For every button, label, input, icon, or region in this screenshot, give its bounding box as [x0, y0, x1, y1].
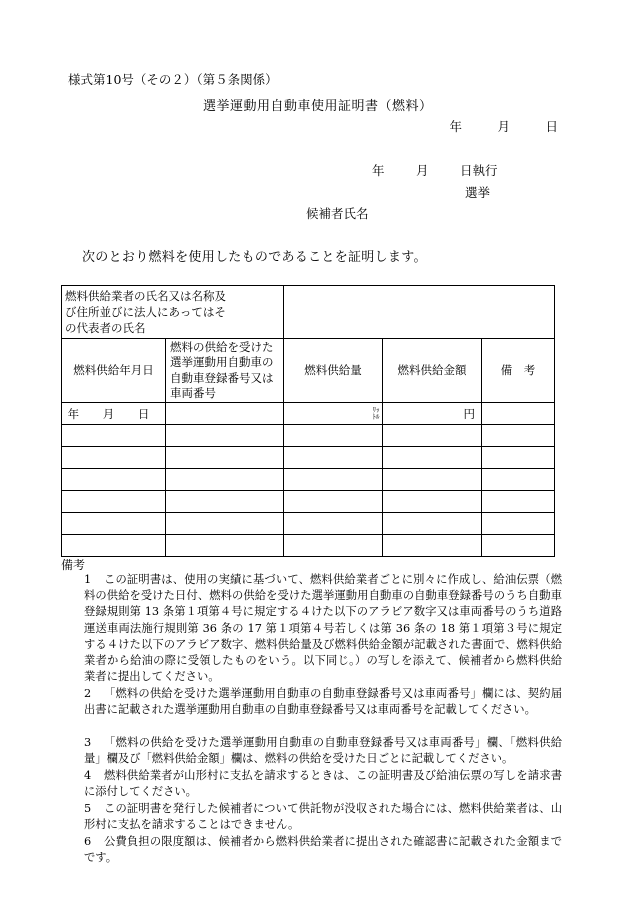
header-vehicle-number: 燃料の供給を受けた選挙運動用自動車の自動車登録番号又は車両番号 — [166, 339, 284, 403]
note-2 — [84, 686, 562, 718]
header-remarks: 備 考 — [482, 339, 555, 403]
table-row — [62, 447, 555, 469]
note-number: 5 — [84, 802, 92, 815]
note-number: 1 — [84, 573, 92, 586]
amount-cell[interactable] — [284, 469, 383, 491]
remarks-cell[interactable] — [482, 535, 555, 557]
exec-month-label: 月 — [415, 163, 429, 178]
date-cell[interactable] — [62, 491, 166, 513]
price-cell[interactable] — [383, 425, 482, 447]
note-number: 3 — [84, 736, 92, 749]
header-row — [62, 339, 555, 403]
remarks-cell[interactable] — [482, 425, 555, 447]
election-label: 選挙 — [465, 185, 491, 200]
table-row — [62, 535, 555, 557]
amount-cell[interactable] — [284, 535, 383, 557]
remarks-title: 備考 — [61, 558, 86, 572]
remarks-cell[interactable] — [482, 491, 555, 513]
remarks-cell[interactable] — [482, 403, 555, 425]
note-text: この証明書は、使用の実績に基づいて、燃料供給業者ごとに別々に作成し、給油伝票（燃料の供給を受けた日付、燃料の供給を受けた選挙運動用自動車の自動車登録番号のうち自動車登録規則第 13 条第１項第４号に規定する４けた以下のアラビア数字又は車両番号のうち道路運送車両法施行規則第 36 条の 17 第１項第４号若しくは第 36 条の 18 第１項第３号に規定する４けた以下のアラビア数字、燃料供給量及び燃料供給金額が記載された書面で、燃料供給業者から給油の際に受領したものをいう。以下同じ。）の写しを添えて、候補者から燃料供給業者に提出してください。 — [84, 573, 562, 684]
yen-unit: 円 — [463, 406, 475, 421]
table-row — [62, 491, 555, 513]
vehicle-cell[interactable] — [166, 425, 284, 447]
vehicle-cell[interactable] — [166, 447, 284, 469]
liter-unit: ﾘｯﾄﾙ — [372, 405, 380, 421]
vehicle-cell[interactable] — [166, 491, 284, 513]
candidate-name-label: 候補者氏名 — [306, 206, 369, 221]
vehicle-cell[interactable] — [166, 403, 284, 425]
price-cell[interactable] — [383, 403, 482, 425]
execution-date — [372, 161, 497, 179]
note-1 — [84, 572, 562, 685]
note-text: この証明書を発行した候補者について供託物が没収された場合には、燃料供給業者は、山形村に支払を請求することはできません。 — [84, 802, 562, 832]
price-cell[interactable] — [383, 491, 482, 513]
header-fuel-amount: 燃料供給量 — [284, 339, 383, 403]
table-row — [62, 425, 555, 447]
note-3 — [84, 735, 562, 767]
note-number: 4 — [84, 769, 92, 782]
form-number: 様式第10号（その２）（第５条関係） — [68, 72, 278, 87]
date-cell[interactable]: 年 月 日 — [62, 403, 166, 425]
note-6 — [84, 834, 562, 866]
note-number: 2 — [84, 687, 92, 700]
issue-day-label: 日 — [545, 119, 558, 134]
vehicle-cell[interactable] — [166, 535, 284, 557]
issue-month-label: 月 — [497, 119, 511, 134]
issue-date — [420, 117, 558, 135]
supplier-field[interactable] — [284, 286, 555, 339]
supplier-row — [62, 286, 555, 339]
amount-cell[interactable] — [284, 403, 383, 425]
note-number: 6 — [84, 835, 92, 848]
note-text: 公費負担の限度額は、候補者から燃料供給業者に提出された確認書に記載された金額までです。 — [84, 835, 562, 865]
note-text: 「燃料の供給を受けた選挙運動用自動車の自動車登録番号又は車両番号」欄には、契約届出書に記載された選挙運動用自動車の自動車登録番号又は車両番号を記載してください。 — [84, 687, 562, 717]
supplier-label: 燃料供給業者の氏名又は名称及び住所並びに法人にあってはその代表者の氏名 — [62, 286, 284, 339]
empty-rows — [62, 425, 555, 557]
note-text: 燃料供給業者が山形村に支払を請求するときは、この証明書及び給油伝票の写しを請求書に添付してください。 — [84, 769, 562, 799]
amount-cell[interactable] — [284, 491, 383, 513]
fuel-usage-table — [61, 285, 555, 557]
certification-statement: 次のとおり燃料を使用したものであることを証明します。 — [82, 250, 427, 265]
table-row — [62, 469, 555, 491]
note-5 — [84, 801, 562, 833]
price-cell[interactable] — [383, 535, 482, 557]
exec-year-label: 年 — [372, 163, 385, 178]
date-cell[interactable] — [62, 447, 166, 469]
document-title: 選挙運動用自動車使用証明書（燃料） — [203, 99, 433, 114]
table-row — [62, 403, 555, 425]
remarks-cell[interactable] — [482, 513, 555, 535]
header-fuel-price: 燃料供給金額 — [383, 339, 482, 403]
note-text: 「燃料の供給を受けた選挙運動用自動車の自動車登録番号又は車両番号」欄、「燃料供給量」欄及び「燃料供給金額」欄は、燃料の供給を受けた日ごとに記載してください。 — [84, 736, 562, 766]
price-cell[interactable] — [383, 513, 482, 535]
issue-year-label: 年 — [449, 119, 463, 134]
note-4 — [84, 768, 562, 800]
price-cell[interactable] — [383, 469, 482, 491]
date-cell[interactable] — [62, 535, 166, 557]
header-date: 燃料供給年月日 — [62, 339, 166, 403]
amount-cell[interactable] — [284, 425, 383, 447]
amount-cell[interactable] — [284, 513, 383, 535]
date-cell[interactable] — [62, 425, 166, 447]
table-row — [62, 513, 555, 535]
vehicle-cell[interactable] — [166, 469, 284, 491]
amount-cell[interactable] — [284, 447, 383, 469]
exec-day-label: 日執行 — [459, 163, 498, 178]
price-cell[interactable] — [383, 447, 482, 469]
date-cell[interactable] — [62, 513, 166, 535]
date-cell[interactable] — [62, 469, 166, 491]
remarks-cell[interactable] — [482, 469, 555, 491]
remarks-cell[interactable] — [482, 447, 555, 469]
vehicle-cell[interactable] — [166, 513, 284, 535]
